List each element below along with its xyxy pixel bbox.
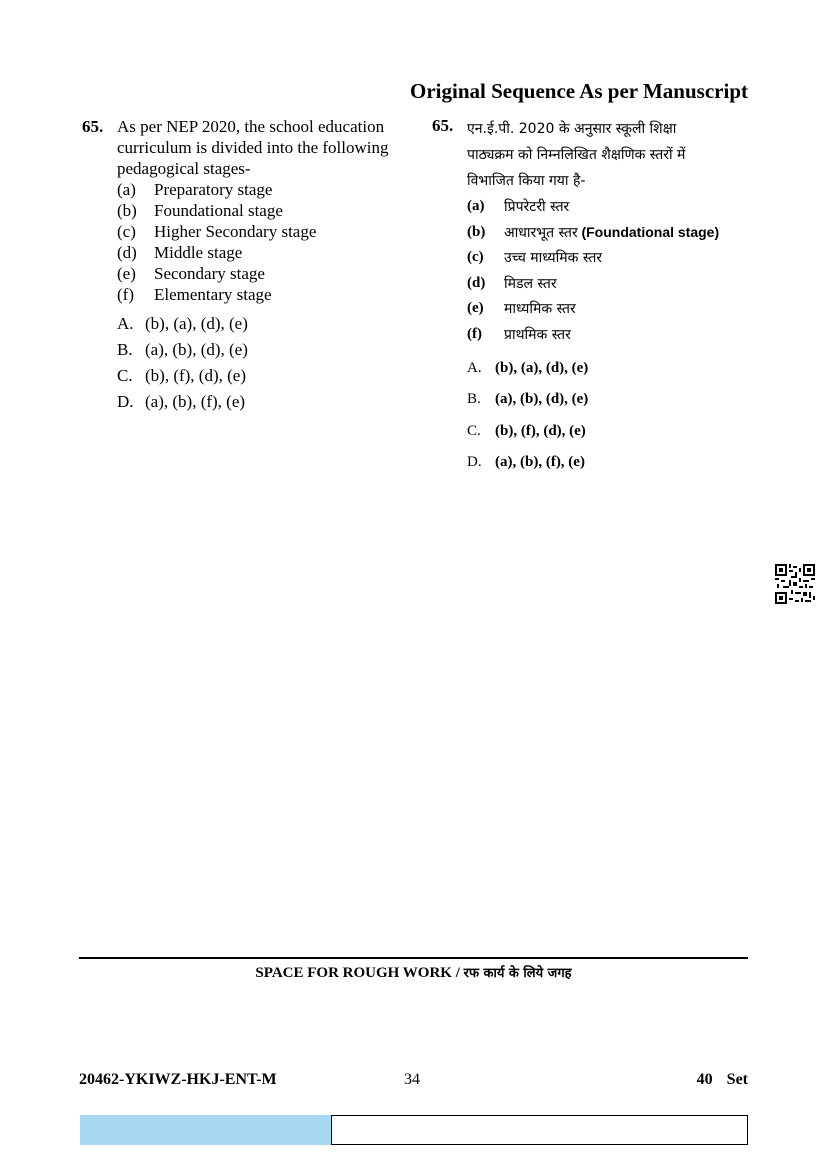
statement-label: (d) xyxy=(467,274,486,291)
statement-text: आधारभूत स्तर xyxy=(504,224,578,241)
question-number: 65. xyxy=(82,117,104,136)
option-label: D. xyxy=(117,391,134,411)
qr-code-icon xyxy=(775,564,815,604)
option-text: (b), (a), (d), (e) xyxy=(495,360,589,377)
statement-label: (e) xyxy=(467,300,484,317)
statement-item xyxy=(117,242,402,263)
statement-text: उच्च माध्यमिक स्तर xyxy=(504,250,603,267)
statement-text: Middle stage xyxy=(154,243,243,262)
option-label: A. xyxy=(467,360,482,377)
statement-label: (a) xyxy=(117,180,136,199)
statement-label: (c) xyxy=(467,249,484,266)
option-c xyxy=(117,362,402,388)
statement-item xyxy=(467,220,752,246)
rough-work-english: SPACE FOR ROUGH WORK xyxy=(255,965,452,981)
statement-text: Foundational stage xyxy=(154,201,283,220)
question-line: पाठ्यक्रम को निम्नलिखित शैक्षणिक स्तरों में xyxy=(467,147,686,163)
statement-text: प्रिपरेटरी स्तर xyxy=(504,199,570,216)
set-number: 40 xyxy=(696,1071,713,1088)
statement-english-term: (Foundational stage) xyxy=(581,224,720,241)
statement-item xyxy=(467,271,752,297)
statement-label: (c) xyxy=(117,222,136,241)
option-text: (a), (b), (f), (e) xyxy=(145,391,246,411)
page-title: Original Sequence As per Manuscript xyxy=(410,79,748,103)
option-list xyxy=(117,310,402,414)
divider xyxy=(79,957,748,959)
question-line: एन.ई.पी. 2020 के अनुसार स्कूली शिक्षा xyxy=(467,121,677,137)
page-number: 34 xyxy=(404,1071,420,1088)
statement-text: प्राथमिक स्तर xyxy=(504,326,571,343)
statement-label: (a) xyxy=(467,198,485,215)
statement-item xyxy=(117,263,402,284)
option-d xyxy=(467,447,752,478)
statement-label: (b) xyxy=(117,201,137,220)
option-text: (b), (a), (d), (e) xyxy=(145,313,248,333)
option-text: (a), (b), (d), (e) xyxy=(145,339,248,359)
statement-text: मिडल स्तर xyxy=(504,275,557,292)
question-text: As per NEP 2020, the school education curriculum is divided into the following pedagogical stages- xyxy=(117,117,389,178)
option-text: (a), (b), (d), (e) xyxy=(495,391,589,408)
footer-color-bar xyxy=(80,1115,331,1145)
option-c xyxy=(467,416,752,447)
option-label: C. xyxy=(467,422,481,439)
statement-text: माध्यमिक स्तर xyxy=(504,301,576,318)
statement-text: Higher Secondary stage xyxy=(154,222,317,241)
option-label: B. xyxy=(467,391,481,408)
statement-item xyxy=(467,296,752,322)
statement-item xyxy=(117,284,402,305)
statement-text: Preparatory stage xyxy=(154,180,273,199)
rough-work-hindi: रफ कार्य के लिये जगह xyxy=(463,966,572,981)
statement-label: (f) xyxy=(117,285,134,304)
option-label: C. xyxy=(117,365,133,385)
statement-item xyxy=(467,245,752,271)
question-number: 65. xyxy=(432,116,454,135)
statement-label: (d) xyxy=(117,243,137,262)
question-hindi xyxy=(432,116,752,478)
statement-item xyxy=(117,221,402,242)
statement-label: (b) xyxy=(467,223,486,240)
question-english xyxy=(82,116,402,414)
statement-list xyxy=(117,179,402,305)
paper-code: 20462-YKIWZ-HKJ-ENT-M xyxy=(79,1071,277,1088)
option-d xyxy=(117,388,402,414)
statement-item xyxy=(467,322,752,348)
footer-box xyxy=(331,1115,748,1145)
rough-work-label xyxy=(79,963,748,982)
option-text: (b), (f), (d), (e) xyxy=(145,365,246,385)
statement-text: Secondary stage xyxy=(154,264,265,283)
question-line: विभाजित किया गया है- xyxy=(467,173,586,189)
statement-label: (f) xyxy=(467,325,482,342)
set-text: Set xyxy=(726,1071,748,1088)
question-stem xyxy=(432,116,752,194)
statement-text: Elementary stage xyxy=(154,285,272,304)
option-label: D. xyxy=(467,454,482,471)
question-text xyxy=(467,116,742,194)
statement-item xyxy=(117,179,402,200)
set-label xyxy=(697,1071,748,1089)
statement-item xyxy=(467,194,752,220)
option-label: A. xyxy=(117,313,134,333)
option-list xyxy=(467,353,752,478)
option-text: (b), (f), (d), (e) xyxy=(495,422,586,439)
statement-list xyxy=(467,194,752,347)
option-b xyxy=(117,336,402,362)
rough-work-separator: / xyxy=(451,965,464,981)
option-label: B. xyxy=(117,339,133,359)
option-text: (a), (b), (f), (e) xyxy=(495,454,585,471)
question-stem xyxy=(82,116,402,179)
option-a xyxy=(117,310,402,336)
option-a xyxy=(467,353,752,384)
statement-item xyxy=(117,200,402,221)
option-b xyxy=(467,384,752,415)
statement-label: (e) xyxy=(117,264,136,283)
